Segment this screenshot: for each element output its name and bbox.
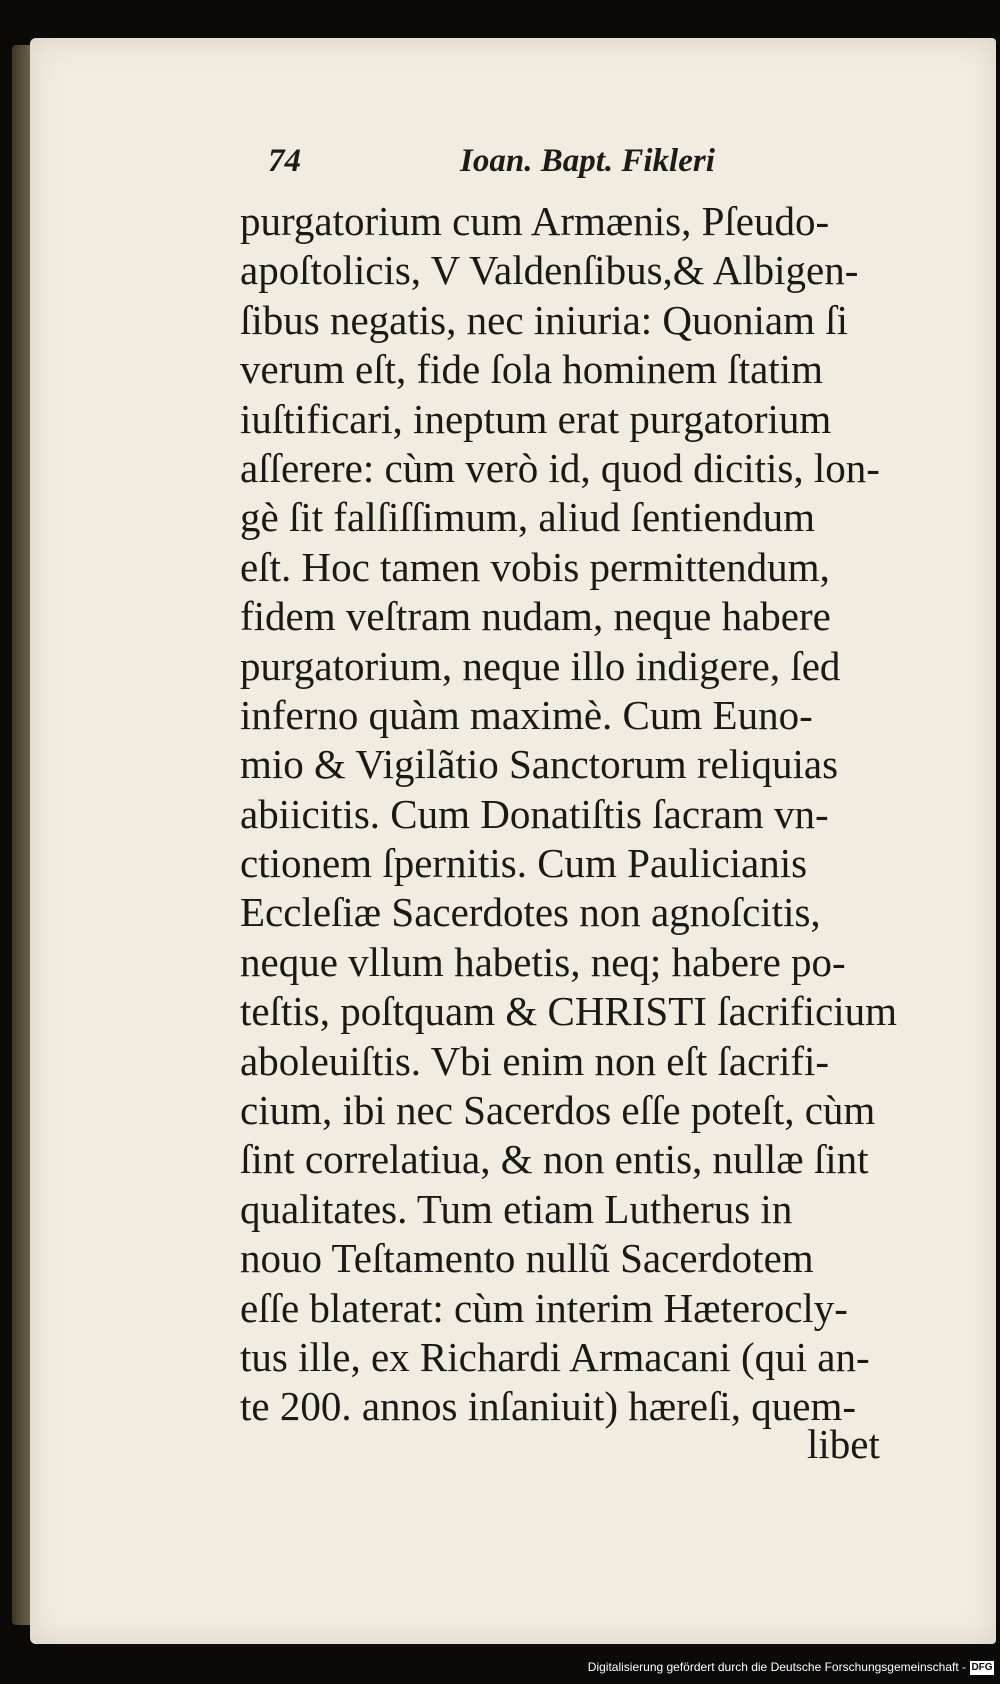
text-line: fidem veſtram nudam, neque habere	[240, 593, 831, 640]
text-line: teſtis, poſtquam & CHRISTI ſacrificium	[240, 988, 898, 1035]
text-line: abiicitis. Cum Donatiſtis ſacram vn-	[240, 790, 829, 837]
text-line: mio & Vigilãtio Sanctorum reliquias	[240, 741, 839, 788]
text-line: purgatorium cum Armænis, Pſeudo-	[240, 198, 830, 244]
text-line: purgatorium, neque illo indigere, ſed	[240, 642, 841, 689]
text-line: neque vllum habetis, neq; habere po-	[240, 938, 846, 985]
text-line: cium, ibi nec Sacerdos eſſe poteſt, cùm	[240, 1087, 876, 1134]
text-line: nouo Teſtamento nullũ Sacerdotem	[240, 1235, 814, 1282]
text-line: ſint correlatiua, & non entis, nullæ ſint	[240, 1136, 869, 1183]
body-text	[240, 197, 930, 1432]
page-number: 74	[268, 143, 301, 179]
text-line: gè ſit falſiſſimum, aliud ſentiendum	[240, 494, 816, 541]
text-line: apoſtolicis, V Valdenſibus,& Albigen-	[240, 247, 859, 294]
running-title: Ioan. Bapt. Fikleri	[460, 143, 715, 179]
text-line: ctionem ſpernitis. Cum Paulicianis	[240, 840, 808, 887]
dfg-logo: DFG	[971, 1662, 993, 1673]
text-line: aboleuiſtis. Vbi enim non eſt ſacrifi-	[240, 1037, 830, 1084]
page-header	[268, 143, 748, 183]
text-line: te 200. annos inſaniuit) hæreſi, quem-	[240, 1383, 857, 1430]
text-line: iuſtificari, ineptum erat purgatorium	[240, 395, 832, 442]
catchword: libet	[807, 1421, 880, 1467]
text-line: inferno quàm maximè. Cum Euno-	[240, 691, 813, 738]
text-line: eſſe blaterat: cùm interim Hæterocly-	[240, 1284, 848, 1331]
text-line: verum eſt, fide ſola hominem ſtatim	[240, 346, 823, 393]
text-line: eſt. Hoc tamen vobis permittendum,	[240, 543, 830, 590]
text-line: ſibus negatis, nec iniuria: Quoniam ſi	[240, 296, 849, 343]
text-line: aſſerere: cùm verò id, quod dicitis, lon-	[240, 444, 880, 491]
footer-credit: Digitalisierung gefördert durch die Deutsche Forschungsgemeinschaft -	[587, 1660, 966, 1674]
footer-bar	[0, 1644, 1000, 1684]
text-line: qualitates. Tum etiam Lutherus in	[240, 1185, 793, 1232]
text-line: tus ille, ex Richardi Armacani (qui an-	[240, 1333, 870, 1380]
text-line: Eccleſiæ Sacerdotes non agnoſcitis,	[240, 889, 821, 936]
